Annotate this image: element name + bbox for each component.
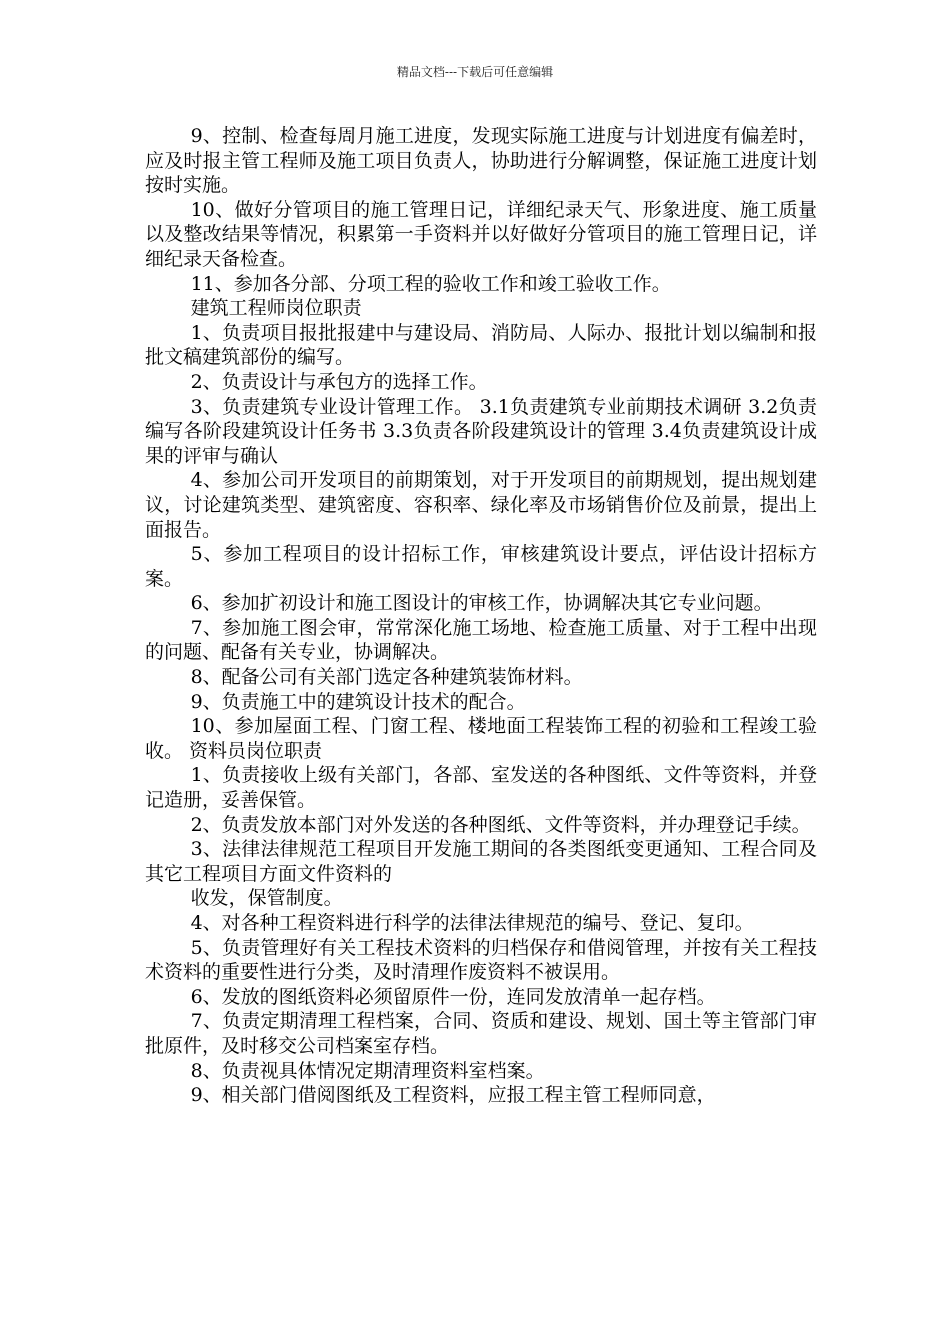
paragraph: 3、负责建筑专业设计管理工作。 3.1负责建筑专业前期技术调研 3.2负责编写各阶段建筑设计任务书 3.3负责各阶段建筑设计的管理 3.4负责建筑设计成果的评审与确认 [145,395,817,467]
paragraph: 2、负责发放本部门对外发送的各种图纸、文件等资料，并办理登记手续。 [190,813,811,836]
paragraph: 1、负责接收上级有关部门，各部、室发送的各种图纸、文件等资料，并登记造册，妥善保管。 [145,764,817,812]
paragraph: 8、负责视具体情况定期清理资料室档案。 [190,1059,545,1082]
paragraph: 收发，保管制度。 [190,887,343,910]
paragraph: 9、相关部门借阅图纸及工程资料，应报工程主管工程师同意， [190,1084,716,1107]
document-body [145,124,817,1108]
paragraph: 2、负责设计与承包方的选择工作。 [190,370,488,393]
paragraph: 9、控制、检查每周月施工进度，发现实际施工进度与计划进度有偏差时，应及时报主管工程师及施工项目负责人，协助进行分解调整，保证施工进度计划按时实施。 [145,125,817,197]
paragraph: 1、负责项目报批报建中与建设局、消防局、人际办、报批计划以编制和报批文稿建筑部份的编写。 [145,321,817,369]
paragraph: 9、负责施工中的建筑设计技术的配合。 [190,690,526,713]
paragraph: 5、负责管理好有关工程技术资料的归档保存和借阅管理，并按有关工程技术资料的重要性进行分类，及时清理作废资料不被误用。 [145,936,817,984]
paragraph: 6、参加扩初设计和施工图设计的审核工作，协调解决其它专业问题。 [190,592,773,615]
paragraph: 10、做好分管项目的施工管理日记，详细纪录天气、形象进度、施工质量以及整改结果等情况，积累第一手资料并以好做好分管项目的施工管理日记，详细纪录天备检查。 [145,198,817,270]
paragraph: 8、配备公司有关部门选定各种建筑装饰材料。 [190,666,583,689]
paragraph: 7、负责定期清理工程档案，合同、资质和建设、规划、国土等主管部门审批原件，及时移交公司档案室存档。 [145,1010,817,1057]
paragraph: 6、发放的图纸资料必须留原件一份，连同发放清单一起存档。 [190,985,716,1008]
paragraph: 11、参加各分部、分项工程的验收工作和竣工验收工作。 [190,272,671,295]
paragraph: 3、法律法律规范工程项目开发施工期间的各类图纸变更通知、工程合同及其它工程项目方面文件资料的 [145,838,817,885]
section-heading: 建筑工程师岗位职责 [190,297,362,320]
page-header: 精品文档---下载后可任意编辑 [396,65,554,79]
paragraph: 7、参加施工图会审，常常深化施工场地、检查施工质量、对于工程中出现的问题、配备有关专业，协调解决。 [145,616,817,664]
paragraph: 10、参加屋面工程、门窗工程、楼地面工程装饰工程的初验和工程竣工验收。 资料员岗位职责 [145,715,817,762]
paragraph: 4、参加公司开发项目的前期策划，对于开发项目的前期规划，提出规划建议，讨论建筑类型、建筑密度、容积率、绿化率及市场销售价位及前景，提出上面报告。 [145,469,817,541]
paragraph: 4、对各种工程资料进行科学的法律法律规范的编号、登记、复印。 [190,912,754,934]
paragraph: 5、参加工程项目的设计招标工作，审核建筑设计要点，评估设计招标方案。 [145,543,817,590]
